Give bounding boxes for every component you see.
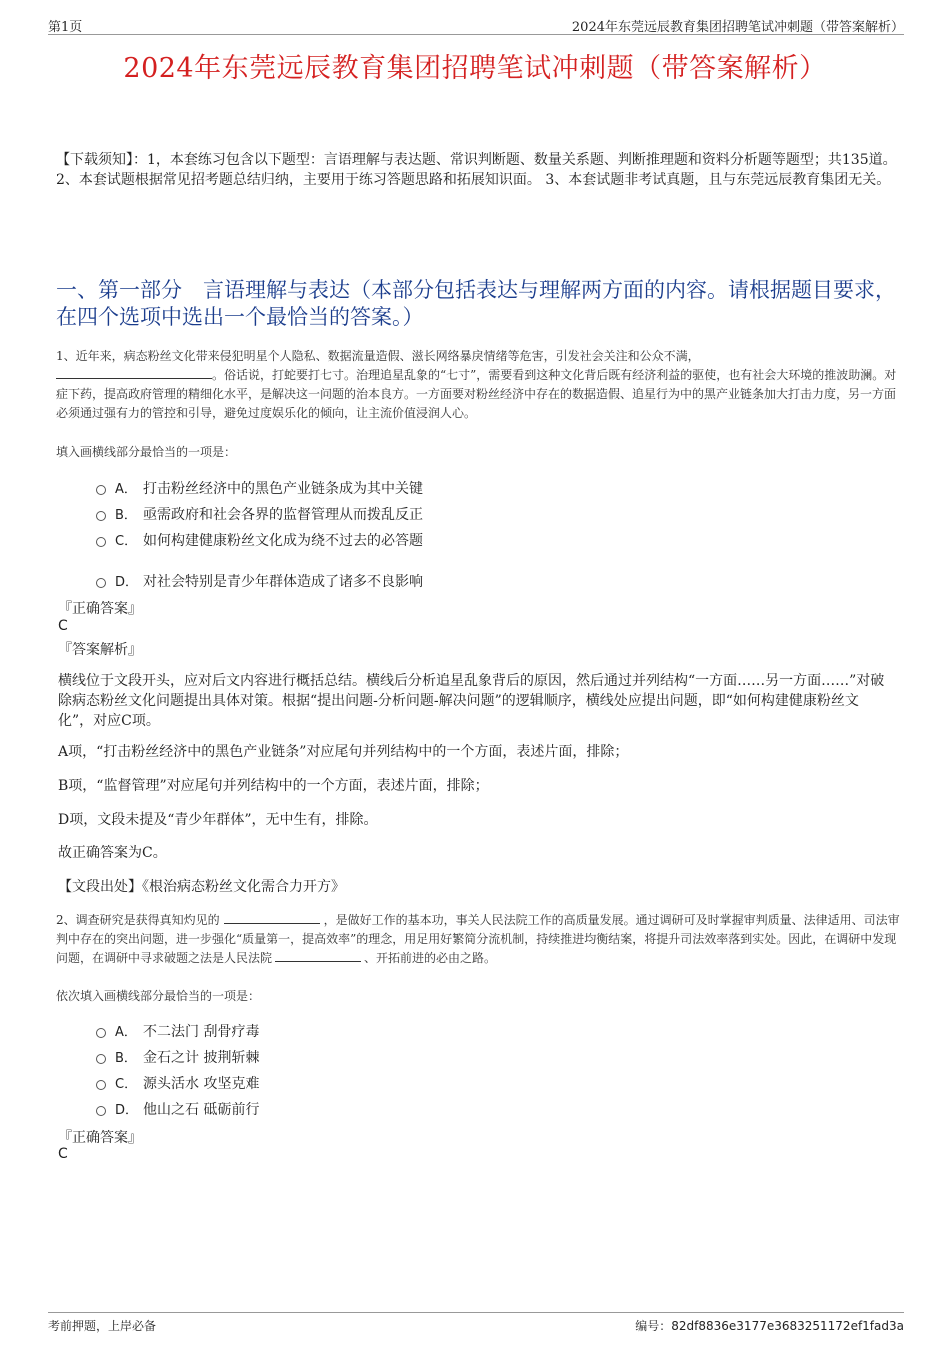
q1-option-b[interactable]: B． 亟需政府和社会各界的监督管理从而拨乱反正 — [96, 504, 423, 524]
q2-answer-label: 『正确答案』 — [58, 1130, 142, 1146]
radio-icon[interactable] — [96, 1028, 106, 1038]
section-title: 一、第一部分 言语理解与表达（本部分包括表达与理解两方面的内容。请根据题目要求，在四个选项中选出一个最恰当的答案。） — [56, 278, 896, 329]
q2-option-d[interactable]: D． 他山之石 砥砺前行 — [96, 1099, 259, 1119]
radio-icon[interactable] — [96, 578, 106, 588]
header-doc-title: 2024年东莞远辰教育集团招聘笔试冲刺题（带答案解析） — [571, 20, 904, 35]
radio-icon[interactable] — [96, 1106, 106, 1116]
q1-analysis-option-d: D项，文段未提及“青少年群体”，无中生有，排除。 — [58, 812, 378, 828]
q2-option-c[interactable]: C． 源头活水 攻坚克难 — [96, 1073, 259, 1093]
question-1-stem: 1、近年来，病态粉丝文化带来侵犯明星个人隐私、数据流量造假、滋长网络暴戾情绪等危害，引发社会关注和公众不满， 。俗话说，打蛇要打七寸。治理追星乱象的“七寸”，需要看到这种文化背后既有经济利益的驱使，也有社会大环境的推波助澜。对症下药，提高政府管理的精细化水平，是解决这一问题的治本良方。一方面要对粉丝经济中存在的数据造假、追星行为中的黑产业链条加大打击力度，另一方面必须通过强有力的管控和引导，避免过度娱乐化的倾向，让主流价值浸润人心。 — [56, 349, 897, 420]
radio-icon[interactable] — [96, 537, 106, 547]
question-2-stem: 2、调查研究是获得真知灼见的 ，是做好工作的基本功，事关人民法院工作的高质量发展。通过调研可及时掌握审判质量、法律适用、司法审判中存在的突出问题，进一步强化“质量第一，提高效率”的理念，用足用好繁简分流机制，持续推进均衡结案，将提升司法效率落到实处。因此，在调研中发现问题，在调研中寻求破题之法是人民法院 、开拓前进的必由之路。 — [56, 913, 900, 965]
radio-icon[interactable] — [96, 1054, 106, 1064]
q1-analysis-paragraph: 横线位于文段开头，应对后文内容进行概括总结。横线后分析追星乱象背后的原因，然后通过并列结构“一方面……另一方面……”对破除病态粉丝文化问题提出具体对策。根据“提出问题-分析问题-解决问题”的逻辑顺序，横线处应提出问题，即“如何构建健康粉丝文化”，对应C项。 — [58, 673, 885, 729]
radio-icon[interactable] — [96, 1080, 106, 1090]
answer-blank — [56, 366, 212, 379]
page-number: 第1页 — [48, 20, 83, 35]
q1-option-c[interactable]: C． 如何构建健康粉丝文化成为绕不过去的必答题 — [96, 530, 423, 550]
q1-source: 【文段出处】《根治病态粉丝文化需合力开方》 — [58, 879, 345, 895]
q1-analysis-conclusion: 故正确答案为C。 — [58, 845, 167, 861]
radio-icon[interactable] — [96, 511, 106, 521]
document-title: 2024年东莞远辰教育集团招聘笔试冲刺题（带答案解析） — [123, 53, 827, 84]
footer-slogan: 考前押题，上岸必备 — [48, 1319, 157, 1333]
answer-blank — [224, 911, 320, 924]
q1-analysis-option-a: A项，“打击粉丝经济中的黑色产业链条”对应尾句并列结构中的一个方面，表述片面，排除； — [58, 744, 629, 760]
q1-answer: C — [58, 618, 68, 634]
q2-option-b[interactable]: B． 金石之计 披荆斩棘 — [96, 1047, 259, 1067]
q1-option-d[interactable]: D． 对社会特别是青少年群体造成了诸多不良影响 — [96, 571, 423, 591]
question-2-prompt: 依次填入画横线部分最恰当的一项是： — [56, 989, 261, 1003]
download-notice: 【下载须知】：1，本套练习包含以下题型：言语理解与表达题、常识判断题、数量关系题、判断推理题和资料分析题等题型；共135道。 2、本套试题根据常见招考题总结归纳，主要用于练习答题思路和拓展知识面。 3、本套试题非考试真题，且与东莞远辰教育集团无关。 — [56, 152, 897, 188]
q2-option-a[interactable]: A． 不二法门 刮骨疗毒 — [96, 1021, 259, 1041]
q1-analysis-option-b: B项，“监督管理”对应尾句并列结构中的一个方面，表述片面，排除； — [58, 778, 489, 794]
q1-answer-label: 『正确答案』 — [58, 601, 142, 617]
q1-option-a[interactable]: A． 打击粉丝经济中的黑色产业链条成为其中关键 — [96, 478, 423, 498]
page-footer — [48, 1312, 904, 1335]
radio-icon[interactable] — [96, 485, 106, 495]
q2-answer: C — [58, 1146, 68, 1162]
answer-blank — [275, 949, 361, 962]
question-1-prompt: 填入画横线部分最恰当的一项是： — [56, 445, 237, 459]
q1-analysis-label: 『答案解析』 — [58, 642, 142, 658]
page-header — [48, 14, 904, 35]
footer-code: 编号：82df8836e3177e3683251172ef1fad3a — [635, 1319, 904, 1333]
